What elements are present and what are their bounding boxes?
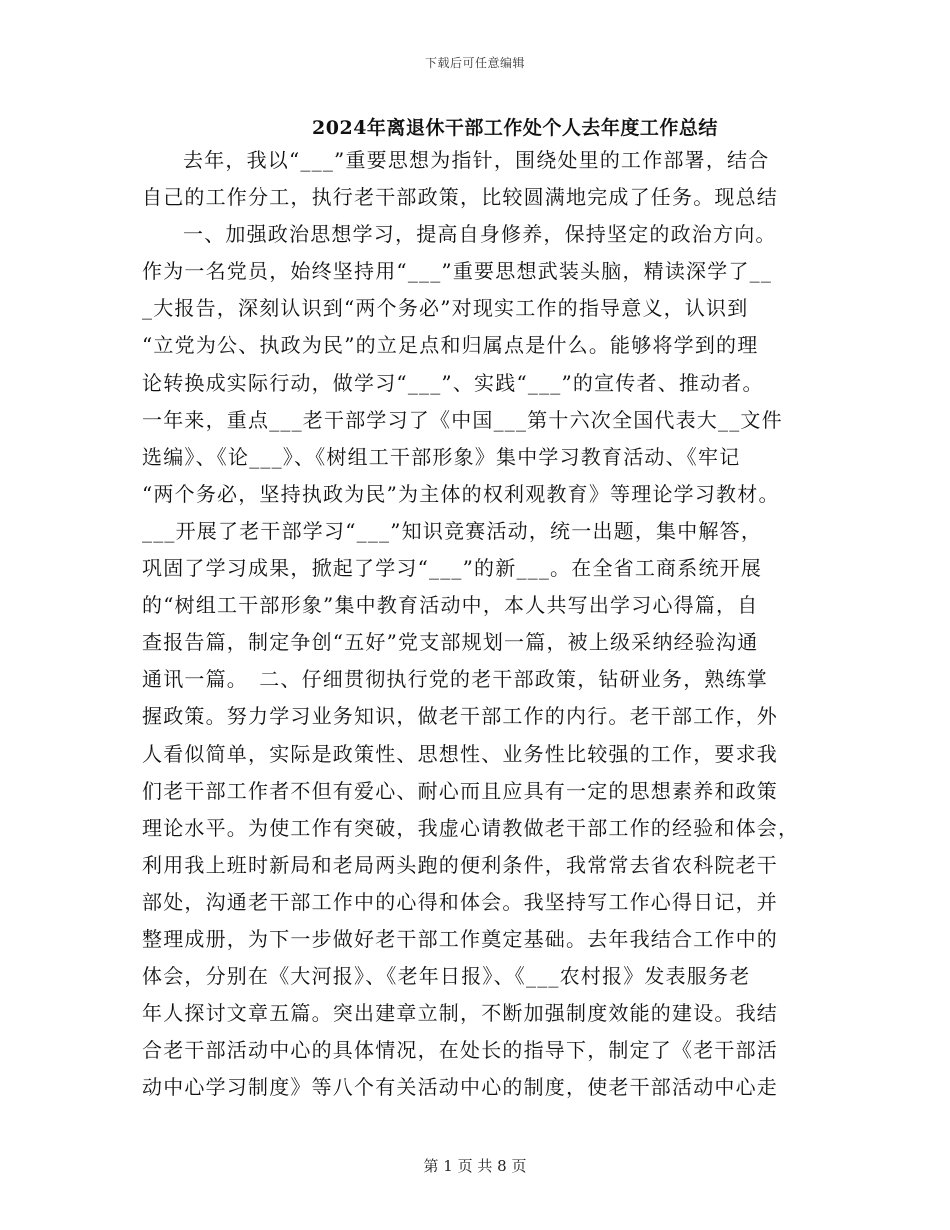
text-line: 的“树组工干部形象”集中教育活动中，本人共写出学习心得篇，自 [142,593,759,618]
text-line: 一、加强政治思想学习，提高自身修养，保持坚定的政治方向。 [183,222,777,247]
page-footer: 第 1 页 共 8 页 [423,1157,527,1175]
text-line: 巩固了学习成果，掀起了学习“___”的新___。在全省工商系统开展 [142,556,763,581]
text-line: 人看似简单，实际是政策性、思想性、业务性比较强的工作，要求我 [142,741,778,766]
text-line: 论转换成实际行动，做学习“___”、实践“___”的宣传者、推动者。 [142,370,764,395]
document-title: 2024年离退休干部工作处个人去年度工作总结 [312,117,718,139]
text-line: 合老干部活动中心的具体情况，在处长的指导下，制定了《老干部活 [142,1038,778,1063]
text-line: 部处，沟通老干部工作中的心得和体会。我坚持写工作心得日记，并 [142,889,778,914]
text-line: 查报告篇，制定争创“五好”党支部规划一篇，被上级采纳经验沟通 [142,630,759,655]
text-line: _大报告，深刻认识到“两个务必”对现实工作的指导意义，认识到 [142,296,749,321]
text-line: 动中心学习制度》等八个有关活动中心的制度，使老干部活动中心走 [142,1075,778,1100]
text-line: 体会，分别在《大河报》、《老年日报》、《___农村报》发表服务老 [142,964,751,989]
document-body [142,142,808,1106]
text-line: “立党为公、执政为民”的立足点和归属点是什么。能够将学到的理 [142,333,759,358]
text-line: “两个务必，坚持执政为民”为主体的权利观教育》等理论学习教材。 [142,481,780,506]
text-line: 选编》、《论___》、《树组工干部形象》集中学习教育活动、《牢记 [142,444,741,469]
text-line: 握政策。努力学习业务知识，做老干部工作的内行。老干部工作，外 [142,704,778,729]
text-line: 一年来，重点___老干部学习了《中国___第十六次全国代表大__文件 [142,407,783,432]
text-line: 自己的工作分工，执行老干部政策，比较圆满地完成了任务。现总结 [142,185,778,210]
download-note: 下载后可任意编辑 [424,56,525,70]
text-line: 整理成册，为下一步做好老干部工作奠定基础。去年我结合工作中的 [142,926,778,951]
text-line: 通讯一篇。 二、仔细贯彻执行党的老干部政策，钻研业务，熟练掌 [142,667,768,692]
text-line: 年人探讨文章五篇。突出建章立制，不断加强制度效能的建设。我结 [142,1001,778,1026]
text-line: 理论水平。为使工作有突破，我虚心请教做老干部工作的经验和体会， [142,815,800,840]
text-line: 利用我上班时新局和老局两头跑的便利条件，我常常去省农科院老干 [142,852,778,877]
text-line: 去年，我以“___”重要思想为指针，围绕处里的工作部署，结合 [183,148,770,172]
text-line: 们老干部工作者不但有爱心、耐心而且应具有一定的思想素养和政策 [142,778,778,803]
text-line: 作为一名党员，始终坚持用“___”重要思想武装头脑，精读深学了__ [142,259,773,284]
text-line: ___开展了老干部学习“___”知识竞赛活动，统一出题，集中解答， [142,518,763,543]
